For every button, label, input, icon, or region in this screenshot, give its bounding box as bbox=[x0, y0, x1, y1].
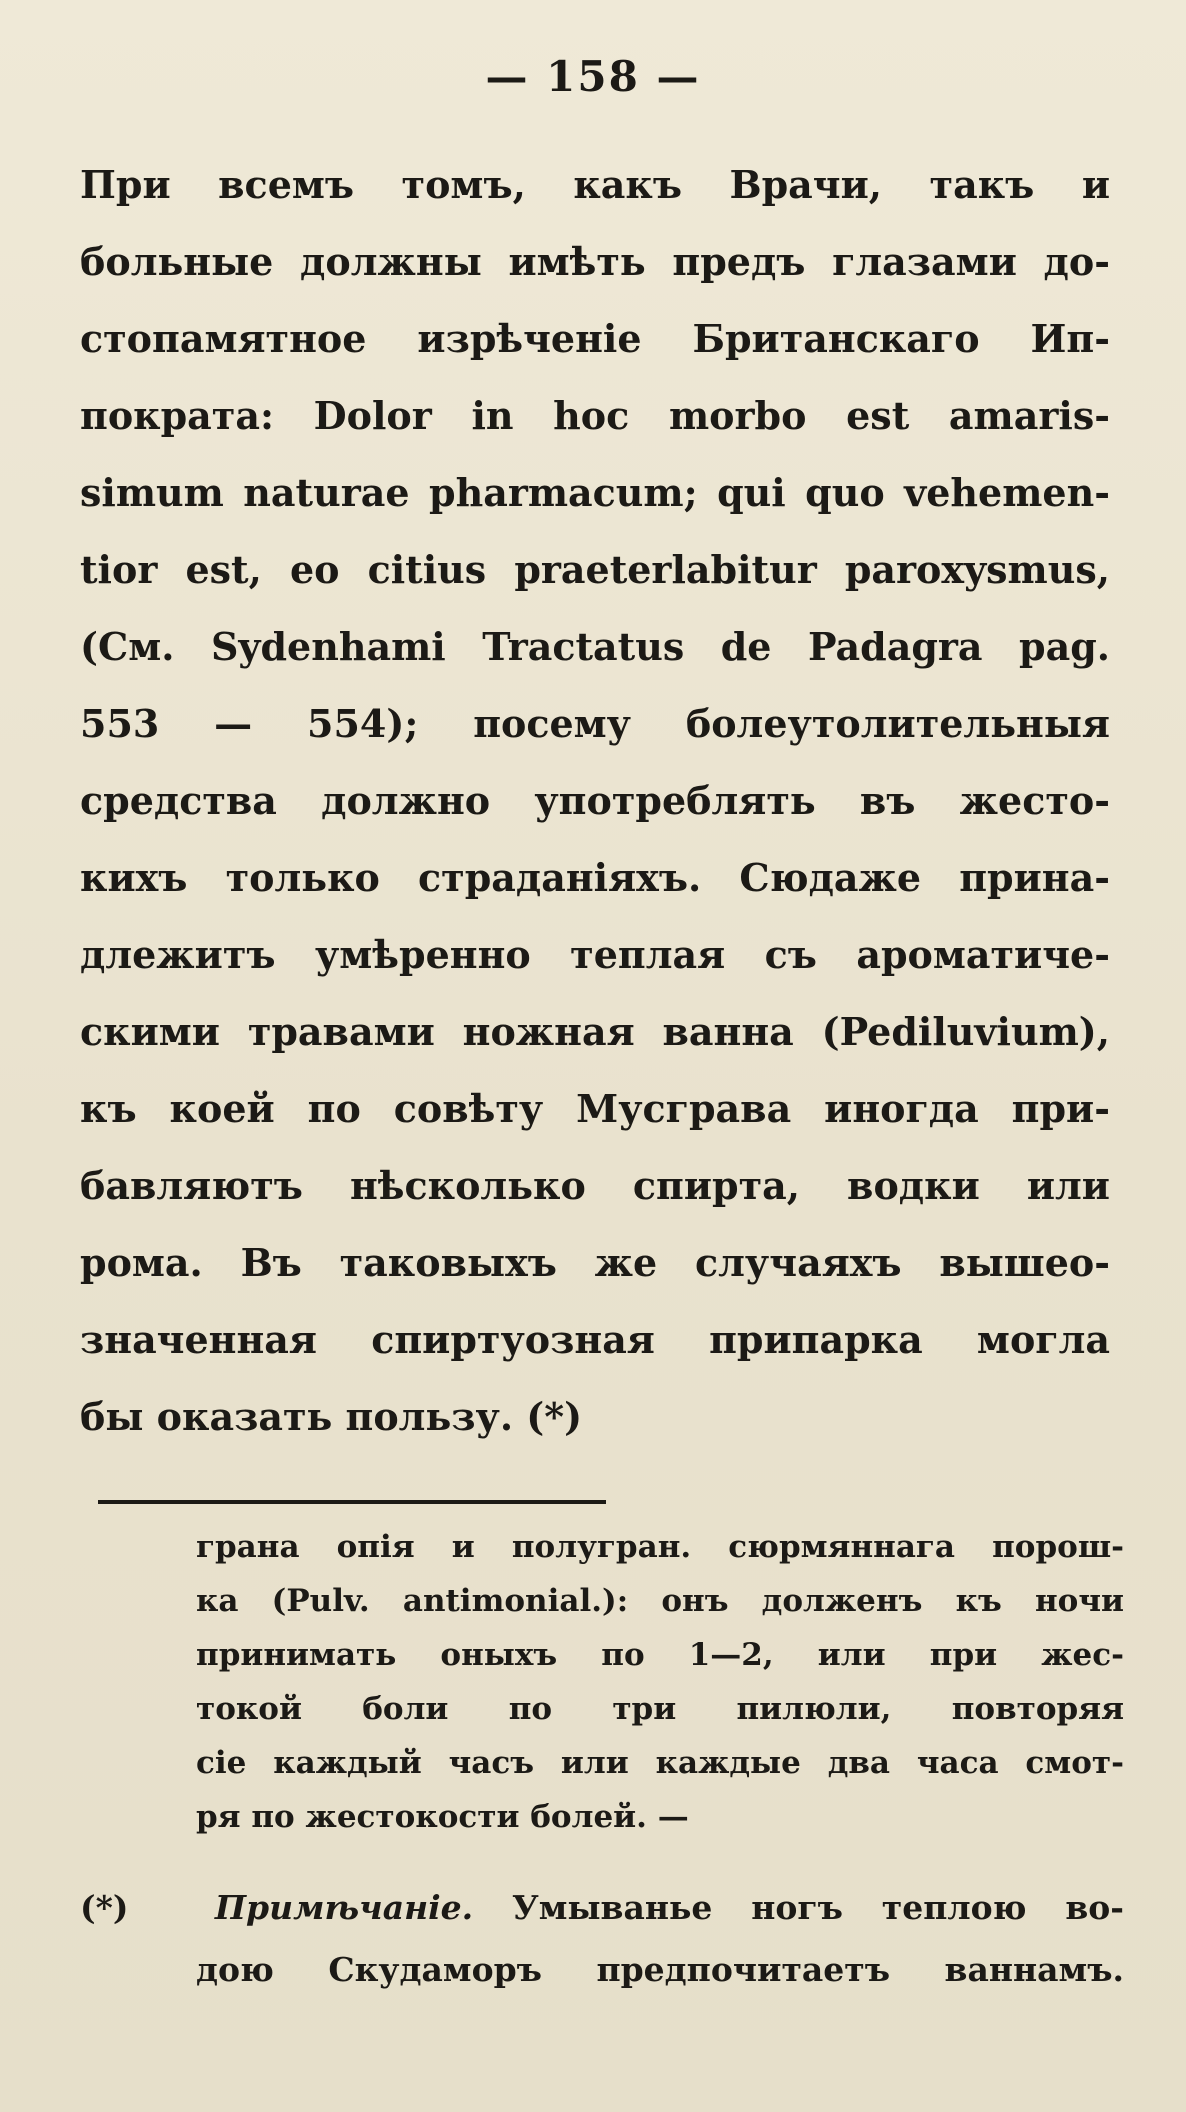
text-line: (См. Sydenhami Tractatus de Padagra pag. bbox=[80, 624, 1110, 669]
text-line: рома. Въ таковыхъ же случаяхъ вышео- bbox=[80, 1240, 1110, 1285]
footnote-continuation bbox=[196, 1520, 1124, 1844]
text-line: длежитъ умѣренно теплая съ ароматиче- bbox=[80, 932, 1110, 977]
footnote-line: принимать оныхъ по 1—2, или при жес- bbox=[196, 1637, 1124, 1673]
note-first-line bbox=[80, 1877, 1124, 1939]
note-label: Примѣчаніе. bbox=[214, 1888, 474, 1927]
text-line: значенная спиртуозная припарка могла bbox=[80, 1317, 1110, 1362]
footnote-line: ря по жестокости болей. — bbox=[196, 1799, 689, 1835]
text-line: кихъ только страданіяхъ. Сюдаже прина- bbox=[80, 855, 1110, 900]
text-line: tior est, eo citius praeterlabitur paroxysmus, bbox=[80, 547, 1110, 592]
footnote-divider bbox=[98, 1500, 606, 1504]
note-text: Умыванье ногъ теплою во- bbox=[512, 1888, 1124, 1927]
text-line: бавляютъ нѣсколько спирта, водки или bbox=[80, 1163, 1110, 1208]
text-line: къ коей по совѣту Мусграва иногда при- bbox=[80, 1086, 1110, 1131]
text-line: бы оказать пользу. (*) bbox=[80, 1394, 583, 1439]
text-line: стопамятное изрѣченіе Британскаго Ип- bbox=[80, 316, 1110, 361]
footnote-line: токой боли по три пилюли, повторяя bbox=[196, 1691, 1124, 1727]
note-marker: (*) bbox=[80, 1888, 129, 1927]
note-second-line: дою Скудаморъ предпочитаетъ ваннамъ. bbox=[196, 1950, 1124, 1989]
text-line: 553 — 554); посему болеутолительныя bbox=[80, 701, 1110, 746]
footnote-line: ка (Pulv. antimonial.): онъ долженъ къ ночи bbox=[196, 1583, 1124, 1619]
text-line: средства должно употреблять въ жесто- bbox=[80, 778, 1110, 823]
page-number: — 158 — bbox=[485, 52, 701, 101]
footnote-line: грана опія и полугран. сюрмяннага порош- bbox=[196, 1529, 1124, 1565]
note-footnote bbox=[80, 1877, 1124, 2001]
footnote-line: сіе каждый часъ или каждые два часа смот- bbox=[196, 1745, 1124, 1781]
text-line: пократа: Dolor in hoc morbo est amaris- bbox=[80, 393, 1110, 438]
main-text bbox=[80, 146, 1110, 1455]
text-line: скими травами ножная ванна (Pediluvium), bbox=[80, 1009, 1110, 1054]
text-line: simum naturae pharmacum; qui quo vehemen- bbox=[80, 470, 1110, 515]
text-line: больные должны имѣть предъ глазами до- bbox=[80, 239, 1110, 284]
text-line: При всемъ томъ, какъ Врачи, такъ и bbox=[80, 162, 1110, 207]
